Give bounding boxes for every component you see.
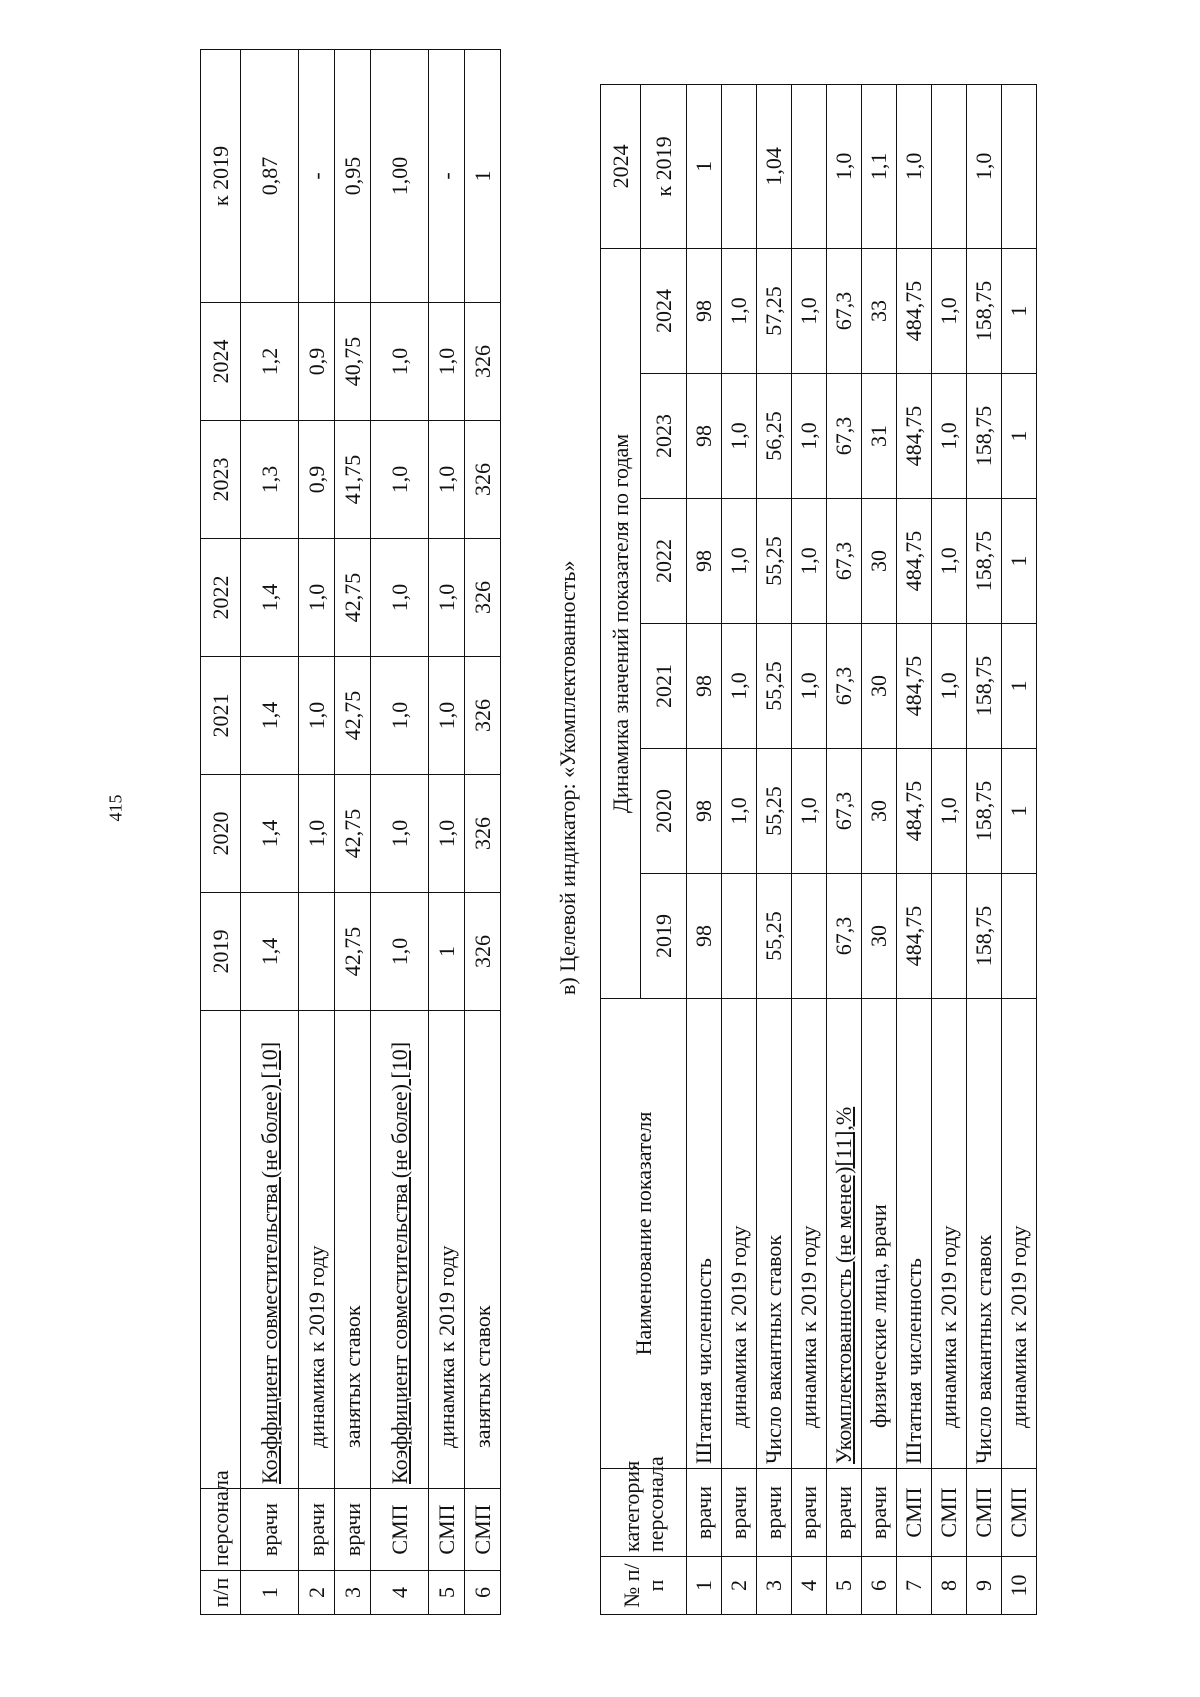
- header-ratio-top: 2024: [601, 84, 641, 248]
- table-cell: 55,25: [757, 749, 792, 874]
- table-cell: 0,87: [241, 50, 299, 303]
- table-cell: 484,75: [897, 749, 932, 874]
- table-cell: 326: [465, 657, 501, 775]
- table-cell: 2: [299, 1571, 335, 1615]
- table-cell: 98: [687, 749, 722, 874]
- table-cell: 1: [241, 1571, 299, 1615]
- table-cell: 55,25: [757, 624, 792, 749]
- table-cell: Число вакантных ставок: [757, 999, 792, 1469]
- table-cell: физические лица, врачи: [862, 999, 897, 1469]
- header-cell: 2021: [201, 657, 241, 775]
- table-cell: Штатная численность: [897, 999, 932, 1469]
- table-cell: 56,25: [757, 374, 792, 499]
- table-cell: 1,0: [722, 374, 757, 499]
- table-cell: 6: [465, 1571, 501, 1615]
- header-cell: п/п: [201, 1571, 241, 1615]
- header-year: 2020: [641, 749, 687, 874]
- table-cell: врачи: [827, 1469, 862, 1557]
- table-cell: динамика к 2019 году: [932, 999, 967, 1469]
- table-cell: 42,75: [335, 657, 371, 775]
- table-cell: 30: [862, 874, 897, 999]
- table-cell: 484,75: [897, 624, 932, 749]
- table-cell: 30: [862, 749, 897, 874]
- table-cell: СМП: [371, 1489, 429, 1571]
- table-coefficient: [200, 130, 501, 1615]
- table-cell: 98: [687, 874, 722, 999]
- table-cell: 1: [1002, 749, 1037, 874]
- table-cell: динамика к 2019 году: [299, 1011, 335, 1489]
- header-year: 2022: [641, 499, 687, 624]
- table-cell: Коэффициент совместительства (не более) [10]: [241, 1011, 299, 1489]
- table-cell: 0,9: [299, 421, 335, 539]
- table-cell: 42,75: [335, 539, 371, 657]
- table-cell: 158,75: [967, 499, 1002, 624]
- table-cell: 1: [465, 50, 501, 303]
- table-cell: 1,4: [241, 775, 299, 893]
- header-num: № п/п: [601, 1557, 687, 1615]
- header-cell: [201, 1011, 241, 1489]
- table-cell: [1002, 874, 1037, 999]
- table-cell: врачи: [757, 1469, 792, 1557]
- table-cell: 6: [862, 1557, 897, 1615]
- table-cell: [792, 874, 827, 999]
- table-row: [241, 50, 299, 1615]
- table-row: [722, 84, 757, 1614]
- table-cell: Коэффициент совместительства (не более) [10]: [371, 1011, 429, 1489]
- table-cell: 55,25: [757, 874, 792, 999]
- table-cell: 98: [687, 624, 722, 749]
- table-cell: врачи: [862, 1469, 897, 1557]
- table-cell: [722, 84, 757, 248]
- table-cell: 1,0: [371, 421, 429, 539]
- table-cell: 1,0: [371, 893, 429, 1011]
- table-cell: СМП: [932, 1469, 967, 1557]
- table-cell: 1,0: [932, 749, 967, 874]
- table-cell: 67,3: [827, 749, 862, 874]
- table-cell: 1,4: [241, 539, 299, 657]
- table-row: [897, 84, 932, 1614]
- table-cell: 98: [687, 499, 722, 624]
- table-row: [371, 50, 429, 1615]
- table-row: [299, 50, 335, 1615]
- section-title: в) Целевой индикатор: «Укомплектованность»: [555, 560, 580, 995]
- header-year: 2021: [641, 624, 687, 749]
- table-cell: 42,75: [335, 775, 371, 893]
- table-cell: [932, 874, 967, 999]
- table-cell: 1,0: [932, 248, 967, 373]
- table-cell: 67,3: [827, 248, 862, 373]
- table-row: [465, 50, 501, 1615]
- header-category: категория персонала: [601, 1469, 687, 1557]
- table-cell: 10: [1002, 1557, 1037, 1615]
- table-cell: 0,9: [299, 303, 335, 421]
- table-cell: 484,75: [897, 374, 932, 499]
- table-cell: 1,0: [722, 624, 757, 749]
- table-cell: 326: [465, 893, 501, 1011]
- table-cell: 326: [465, 421, 501, 539]
- table-cell: 1: [687, 1557, 722, 1615]
- table-cell: 3: [757, 1557, 792, 1615]
- table-cell: 158,75: [967, 248, 1002, 373]
- table-cell: 1,0: [429, 421, 465, 539]
- table-cell: 326: [465, 303, 501, 421]
- table-cell: 1: [1002, 624, 1037, 749]
- table-cell: 33: [862, 248, 897, 373]
- table-cell: 1,0: [722, 749, 757, 874]
- header-dynamics: Динамика значений показателя по годам: [601, 248, 641, 998]
- table-cell: 1,0: [299, 775, 335, 893]
- table-cell: 98: [687, 374, 722, 499]
- table-cell: 158,75: [967, 874, 1002, 999]
- table-cell: 0,95: [335, 50, 371, 303]
- table-cell: СМП: [897, 1469, 932, 1557]
- table-cell: врачи: [792, 1469, 827, 1557]
- table-cell: [299, 893, 335, 1011]
- table-cell: 1,0: [792, 374, 827, 499]
- table-row: [792, 84, 827, 1614]
- table-cell: 1,0: [371, 539, 429, 657]
- table-cell: [932, 84, 967, 248]
- header-year: 2023: [641, 374, 687, 499]
- table-cell: 40,75: [335, 303, 371, 421]
- table-cell: 1,0: [967, 84, 1002, 248]
- table-cell: Штатная численность: [687, 999, 722, 1469]
- table-cell: 5: [827, 1557, 862, 1615]
- table-cell: 1,0: [371, 657, 429, 775]
- table-cell: [1002, 84, 1037, 248]
- header-cell: 2019: [201, 893, 241, 1011]
- table-cell: Укомплектованность (не менее)[11],%: [827, 999, 862, 1469]
- table-cell: 67,3: [827, 499, 862, 624]
- table-cell: СМП: [429, 1489, 465, 1571]
- table-cell: 8: [932, 1557, 967, 1615]
- table-cell: 1,04: [757, 84, 792, 248]
- header-ratio-bottom: к 2019: [641, 84, 687, 248]
- table-cell: 7: [897, 1557, 932, 1615]
- header-cell: 2020: [201, 775, 241, 893]
- table-cell: динамика к 2019 году: [1002, 999, 1037, 1469]
- table-cell: 1,0: [792, 499, 827, 624]
- table-cell: 1,0: [897, 84, 932, 248]
- table-cell: 1,4: [241, 657, 299, 775]
- table-cell: 3: [335, 1571, 371, 1615]
- table-cell: 9: [967, 1557, 1002, 1615]
- table-row: [967, 84, 1002, 1614]
- table-cell: 1,0: [429, 303, 465, 421]
- table-cell: 67,3: [827, 624, 862, 749]
- table-cell: 484,75: [897, 499, 932, 624]
- table-cell: занятых ставок: [335, 1011, 371, 1489]
- table-cell: СМП: [967, 1469, 1002, 1557]
- table-cell: 2: [722, 1557, 757, 1615]
- table-row: [1002, 84, 1037, 1614]
- table-cell: занятых ставок: [465, 1011, 501, 1489]
- table-cell: 4: [792, 1557, 827, 1615]
- table-cell: СМП: [465, 1489, 501, 1571]
- table-cell: 326: [465, 539, 501, 657]
- table-cell: СМП: [1002, 1469, 1037, 1557]
- table-cell: 1: [1002, 248, 1037, 373]
- header-cell: персонала: [201, 1489, 241, 1571]
- table-cell: 1,3: [241, 421, 299, 539]
- table-cell: 1: [1002, 499, 1037, 624]
- table-cell: 67,3: [827, 874, 862, 999]
- table-cell: врачи: [241, 1489, 299, 1571]
- table-cell: 1,1: [862, 84, 897, 248]
- table-row: [932, 84, 967, 1614]
- table-row: [827, 84, 862, 1614]
- table-cell: 1,0: [792, 624, 827, 749]
- table-row: [335, 50, 371, 1615]
- table-cell: 1: [687, 84, 722, 248]
- table-cell: динамика к 2019 году: [722, 999, 757, 1469]
- table-cell: 1: [429, 893, 465, 1011]
- table-cell: -: [429, 50, 465, 303]
- table-cell: врачи: [335, 1489, 371, 1571]
- table-cell: 67,3: [827, 374, 862, 499]
- table-cell: 31: [862, 374, 897, 499]
- table-cell: 1,0: [792, 248, 827, 373]
- table-cell: 1,0: [722, 499, 757, 624]
- table-cell: динамика к 2019 году: [792, 999, 827, 1469]
- table-cell: 1,0: [371, 303, 429, 421]
- table-row: [757, 84, 792, 1614]
- table-cell: 1,0: [299, 657, 335, 775]
- table-cell: врачи: [687, 1469, 722, 1557]
- table-cell: 5: [429, 1571, 465, 1615]
- table-row: [862, 84, 897, 1614]
- table-cell: 158,75: [967, 624, 1002, 749]
- table-cell: 1,0: [299, 539, 335, 657]
- table-row: [429, 50, 465, 1615]
- table-cell: 484,75: [897, 874, 932, 999]
- table-cell: 1,0: [429, 775, 465, 893]
- table-cell: врачи: [299, 1489, 335, 1571]
- header-year: 2024: [641, 248, 687, 373]
- table-cell: 1,2: [241, 303, 299, 421]
- table-cell: -: [299, 50, 335, 303]
- table-cell: врачи: [722, 1469, 757, 1557]
- table-cell: 1,0: [932, 624, 967, 749]
- table-cell: 30: [862, 499, 897, 624]
- table-cell: 57,25: [757, 248, 792, 373]
- header-cell: к 2019: [201, 50, 241, 303]
- table-staffing: [600, 85, 1037, 1615]
- table-cell: [792, 84, 827, 248]
- table-cell: динамика к 2019 году: [429, 1011, 465, 1489]
- table-cell: 1,0: [827, 84, 862, 248]
- table-cell: 1,0: [792, 749, 827, 874]
- header-year: 2019: [641, 874, 687, 999]
- table-cell: 98: [687, 248, 722, 373]
- table-cell: 1,4: [241, 893, 299, 1011]
- header-cell: 2023: [201, 421, 241, 539]
- table-cell: 1,0: [932, 499, 967, 624]
- table-cell: 484,75: [897, 248, 932, 373]
- table-cell: 1: [1002, 374, 1037, 499]
- table-cell: [722, 874, 757, 999]
- table-cell: 1,0: [932, 374, 967, 499]
- table-cell: 1,0: [429, 539, 465, 657]
- table-header-row: [201, 50, 241, 1615]
- table-cell: 30: [862, 624, 897, 749]
- table-cell: 42,75: [335, 893, 371, 1011]
- table-cell: 158,75: [967, 374, 1002, 499]
- table-cell: 55,25: [757, 499, 792, 624]
- header-cell: 2024: [201, 303, 241, 421]
- table-cell: 326: [465, 775, 501, 893]
- header-name: Наименование показателя: [601, 999, 687, 1469]
- header-cell: 2022: [201, 539, 241, 657]
- table-row: [687, 84, 722, 1614]
- table-cell: 1,0: [429, 657, 465, 775]
- table-cell: 1,0: [371, 775, 429, 893]
- table-cell: Число вакантных ставок: [967, 999, 1002, 1469]
- table-cell: 41,75: [335, 421, 371, 539]
- page-number: 415: [105, 794, 126, 822]
- table-cell: 1,00: [371, 50, 429, 303]
- table-cell: 158,75: [967, 749, 1002, 874]
- table-cell: 4: [371, 1571, 429, 1615]
- table-cell: 1,0: [722, 248, 757, 373]
